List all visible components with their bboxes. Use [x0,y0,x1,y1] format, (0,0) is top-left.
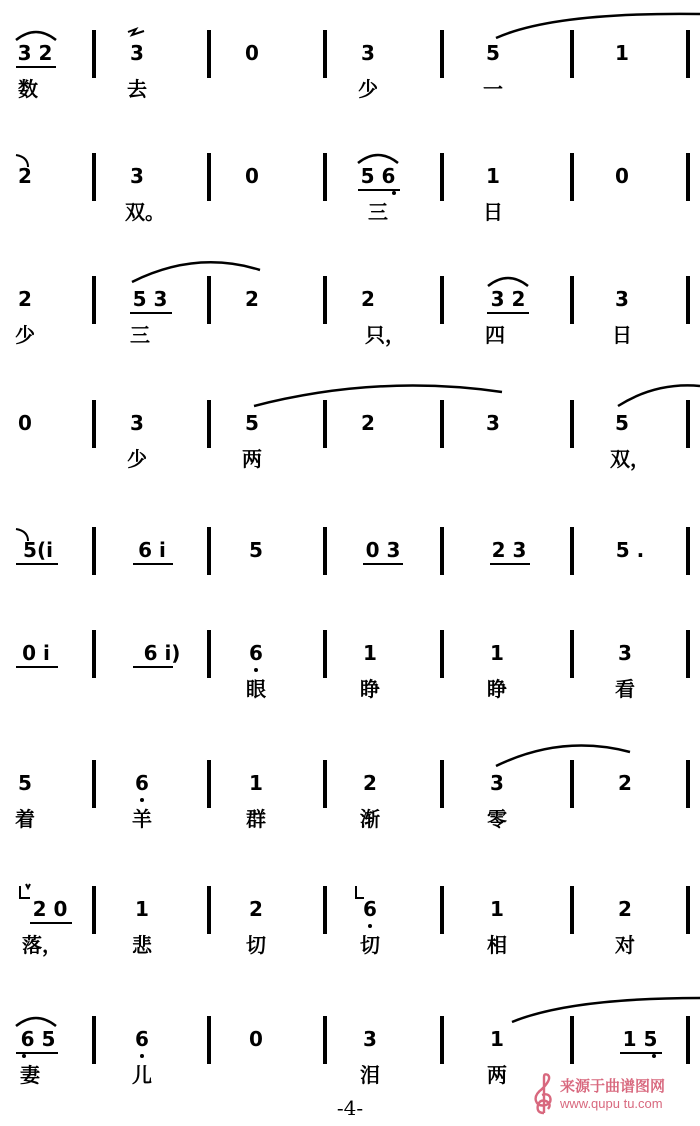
barline [92,886,96,934]
barline [92,276,96,324]
barline [207,630,211,678]
note-group: 1 [363,641,377,665]
lyric: 看 [615,677,635,701]
note-group: 2 [245,287,259,311]
slur-mark [14,527,34,543]
note-group: 1 [490,897,504,921]
note-group: 0 [615,164,629,188]
score-system-6 [0,630,700,740]
slur-mark [14,1014,58,1028]
note-group: 2 [361,411,375,435]
barline [207,30,211,78]
note-group: 3 2 [490,287,526,311]
grace-note-mark [352,882,368,902]
lyric: 睁 [487,677,507,701]
barline [92,30,96,78]
lyric: 对 [615,933,635,957]
score-system-7 [0,760,700,870]
note-group: 0 [18,411,32,435]
lyric: 相 [487,933,507,957]
note-group: 3 [490,771,504,795]
barline [686,527,690,575]
slur-mark [14,153,34,169]
lyric: 儿 [132,1063,152,1087]
note-group: 1 [490,641,504,665]
note-group: 5(i [23,538,53,562]
lyric: 落， [22,933,62,957]
underline [620,1052,662,1054]
slur-mark [494,744,634,768]
lyric: 切 [360,933,380,957]
note-group: 0 3 [365,538,401,562]
underline [16,666,58,668]
note-group: 5 6 [360,164,396,188]
note-group: 2 0 [32,897,68,921]
octave-dot [140,798,144,802]
score-system-4 [0,400,700,510]
note-group: 6 [135,771,149,795]
barline [440,886,444,934]
lyric: 悲 [132,933,152,957]
barline [686,153,690,201]
underline [487,312,529,314]
lyric: 零 [487,807,507,831]
barline [92,153,96,201]
barline [570,630,574,678]
watermark-url: www.qupu tu.com [560,1096,663,1111]
lyric: 着 [15,807,35,831]
barline [207,153,211,201]
page-number: -4- [336,1096,364,1120]
note-group: 1 5 [622,1027,658,1051]
note-group: 0 i [22,641,50,665]
barline [207,760,211,808]
score-system-2 [0,153,700,263]
barline [323,527,327,575]
slur-mark [494,10,700,40]
barline [570,276,574,324]
underline [363,563,403,565]
barline [323,276,327,324]
barline [570,153,574,201]
note-group: 3 [130,411,144,435]
note-group: 5 [615,411,629,435]
slur-mark [510,996,700,1024]
note-group: 1 [135,897,149,921]
lyric: 四 [485,323,505,347]
lyric: 妻 [20,1063,40,1087]
barline [570,886,574,934]
barline [440,1016,444,1064]
octave-dot [392,191,396,195]
note-group: 2 [618,897,632,921]
site-watermark [530,1072,698,1118]
octave-dot [368,924,372,928]
barline [686,886,690,934]
note-group: 1 [486,164,500,188]
octave-dot [22,1054,26,1058]
underline [358,189,400,191]
slur-mark [356,151,400,165]
lyric: 双。 [125,200,165,224]
grace-note-mark [16,882,36,902]
barline [323,30,327,78]
note-group: 0 [245,41,259,65]
lyric: 渐 [360,807,380,831]
underline [490,563,530,565]
barline [440,153,444,201]
score-system-8 [0,886,700,996]
barline [207,400,211,448]
watermark-site-name: 来源于曲谱图网 [560,1077,666,1095]
barline [92,400,96,448]
note-group: 3 [363,1027,377,1051]
note-group: 5 [245,411,259,435]
note-group: 2 [361,287,375,311]
note-group: 2 [363,771,377,795]
barline [92,630,96,678]
note-group: 1 [490,1027,504,1051]
underline [16,66,56,68]
note-group: 3 [618,641,632,665]
barline [440,527,444,575]
slur-mark [252,386,504,408]
barline [323,886,327,934]
lyric: 泪 [360,1063,380,1087]
note-group: 5 [486,41,500,65]
barline [92,760,96,808]
lyric: 羊 [132,807,152,831]
note-group: 3 [361,41,375,65]
slur-mark [126,28,148,40]
barline [207,1016,211,1064]
note-group: 2 3 [491,538,527,562]
lyric: 睁 [360,677,380,701]
lyric: 三 [130,323,150,347]
barline [440,30,444,78]
lyric: 数 [18,77,38,101]
barline [207,527,211,575]
note-group: 1 [249,771,263,795]
octave-dot [652,1054,656,1058]
lyric: 两 [242,447,262,471]
underline [30,922,72,924]
barline [323,1016,327,1064]
barline [92,527,96,575]
lyric: 群 [246,807,266,831]
slur-mark [486,274,530,288]
score-system-5 [0,527,700,637]
barline [92,1016,96,1064]
lyric: 只， [365,323,405,347]
octave-dot [140,1054,144,1058]
lyric: 日 [483,200,503,224]
barline [570,400,574,448]
lyric: 两 [487,1063,507,1087]
note-group: 6 [363,897,377,921]
note-group: 2 [618,771,632,795]
barline [323,630,327,678]
lyric: 少 [15,323,35,347]
barline [440,630,444,678]
lyric: 去 [127,77,147,101]
barline [686,760,690,808]
treble-clef-icon [530,1073,556,1117]
slur-mark [616,386,700,408]
note-group: 6 i) [143,641,181,665]
slur-mark [130,262,262,284]
barline [570,527,574,575]
lyric: 少 [127,447,147,471]
note-group: 6 i [138,538,166,562]
barline [207,886,211,934]
underline [133,666,173,668]
note-group: 5 3 [132,287,168,311]
lyric: 少 [358,77,378,101]
note-group: 3 2 [17,41,53,65]
note-group: 3 [615,287,629,311]
note-group: 5 [18,771,32,795]
barline [440,760,444,808]
score-system-3 [0,276,700,386]
lyric: 眼 [246,677,266,701]
note-group: 0 [245,164,259,188]
note-group: 3 [130,41,144,65]
note-group: 5 . [615,538,645,562]
lyric: 三 [368,200,388,224]
lyric: 一 [483,77,503,101]
barline [686,276,690,324]
note-group: 1 [615,41,629,65]
note-group: 3 [486,411,500,435]
score-system-1 [0,30,700,140]
underline [133,563,173,565]
note-group: 2 [249,897,263,921]
note-group: 5 [249,538,263,562]
note-group: 6 [249,641,263,665]
note-group: 2 [18,287,32,311]
underline [130,312,172,314]
lyric: 日 [612,323,632,347]
lyric: 双， [610,447,650,471]
octave-dot [254,668,258,672]
underline [16,1052,58,1054]
barline [686,630,690,678]
note-group: 0 [249,1027,263,1051]
barline [323,153,327,201]
note-group: 6 [135,1027,149,1051]
note-group: 6 5 [20,1027,56,1051]
underline [16,563,58,565]
slur-mark [14,28,58,42]
barline [323,760,327,808]
note-group: 2 [18,164,32,188]
lyric: 切 [246,933,266,957]
note-group: 3 [130,164,144,188]
barline [440,276,444,324]
